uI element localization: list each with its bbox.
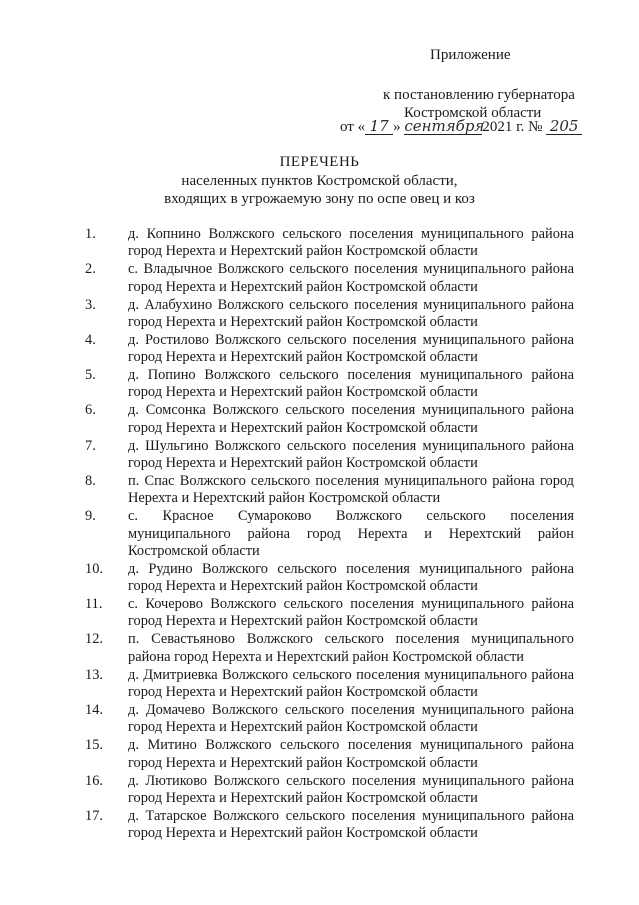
appendix-label: Приложение [430,47,511,63]
document-subtitle-line-1: населенных пунктов Костромской области, [181,173,458,189]
item-text: д. Лютиково Волжского сельского поселения муниципального района город Нерехта и Нерехтский район Костромской области [128,772,574,806]
item-number: 9. [85,508,96,525]
date-prefix: от « [340,119,366,135]
list-item [0,631,639,666]
item-text: д. Ростилово Волжского сельского поселения муниципального района город Нерехта и Нерехтский район Костромской области [128,331,574,366]
item-number: 10. [85,560,103,577]
date-close-quote: » [393,119,401,135]
list-item [0,473,639,508]
item-number: 1. [85,226,96,242]
item-text: с. Красное Сумароково Волжского сельского поселения муниципального района город Нерехта и Нерехтский район Костромской области [128,508,574,559]
item-text: д. Шульгино Волжского сельского поселения муниципального района город Нерехта и Нерехтский район Костромской области [128,437,574,471]
region-name: Костромской области [404,105,542,121]
item-number: 7. [85,437,96,454]
list-item [0,402,639,437]
list-item [0,226,639,261]
document-title: ПЕРЕЧЕНЬ [279,154,360,170]
item-text: д. Копнино Волжского сельского поселения муниципального района город Нерехта и Нерехтский район Костромской области [128,226,574,260]
item-text: д. Татарское Волжского сельского поселения муниципального района город Нерехта и Нерехтский район Костромской области [128,807,574,842]
item-number: 4. [85,331,96,348]
item-number: 17. [85,807,103,824]
list-item [0,667,639,702]
item-number: 5. [85,367,96,384]
item-number: 16. [85,772,103,789]
handwritten-month: сентября [404,117,485,135]
list-item [0,561,639,596]
year-and-number-label: 2021 г. № [482,119,543,135]
decree-reference: к постановлению губернатора [383,87,575,103]
item-text: д. Рудино Волжского сельского поселения муниципального района город Нерехта и Нерехтский район Костромской области [128,560,574,595]
item-number: 11. [85,596,103,613]
item-text: д. Попино Волжского сельского поселения муниципального района город Нерехта и Нерехтский район Костромской области [128,367,574,401]
list-item [0,332,639,367]
item-number: 3. [85,296,96,313]
item-number: 2. [85,261,96,278]
item-text: д. Митино Волжского сельского поселения муниципального района город Нерехта и Нерехтский район Костромской области [128,737,574,771]
item-number: 13. [85,666,103,683]
list-item [0,702,639,737]
list-item [0,808,639,843]
list-item [0,367,639,402]
item-text: с. Кочерово Волжского сельского поселения муниципального района город Нерехта и Нерехтский район Костромской области [128,596,574,630]
list-item [0,438,639,473]
item-number: 15. [85,737,103,754]
item-text: д. Сомсонка Волжского сельского поселения муниципального района город Нерехта и Нерехтский район Костромской области [128,402,574,436]
item-number: 12. [85,631,103,648]
item-number: 8. [85,472,96,489]
item-number: 14. [85,701,103,718]
item-text: п. Спас Волжского сельского поселения муниципального района город Нерехта и Нерехтский район Костромской области [128,472,574,507]
item-text: п. Севастьяново Волжского сельского поселения муниципального района город Нерехта и Нерехтский район Костромской области [128,631,574,665]
handwritten-day: 17 [365,118,393,135]
decree-date-line [340,118,582,136]
list-item [0,297,639,332]
list-item [0,773,639,808]
settlements-list [0,226,639,843]
list-item [0,508,639,560]
list-item [0,261,639,296]
list-item [0,596,639,631]
item-text: с. Владычное Волжского сельского поселения муниципального района город Нерехта и Нерехтский район Костромской области [128,261,574,295]
handwritten-number: 205 [546,118,582,135]
item-number: 6. [85,402,96,419]
item-text: д. Домачево Волжского сельского поселения муниципального района город Нерехта и Нерехтский район Костромской области [128,701,574,736]
document-subtitle-line-2: входящих в угрожаемую зону по оспе овец и коз [164,191,475,207]
list-item [0,737,639,772]
item-text: д. Дмитриевка Волжского сельского поселения муниципального района город Нерехта и Нерехтский район Костромской области [128,666,574,700]
item-text: д. Алабухино Волжского сельского поселения муниципального района город Нерехта и Нерехтский район Костромской области [128,296,574,330]
